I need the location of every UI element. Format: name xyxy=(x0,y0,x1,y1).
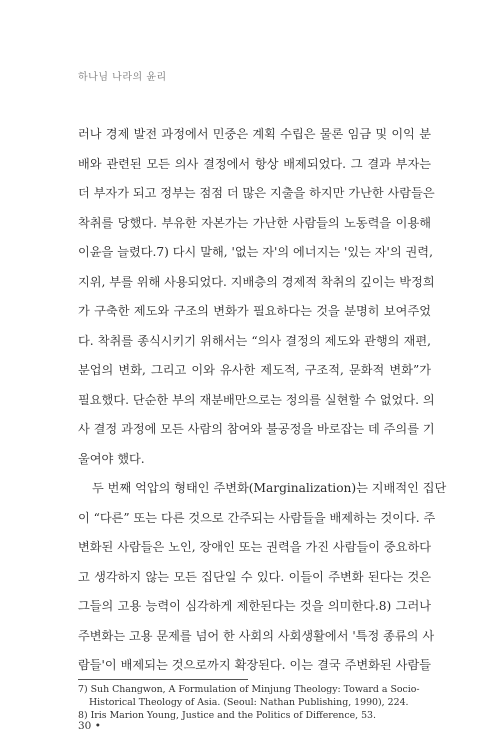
footnote-7-continuation: Historical Theology of Asia. (Seoul: Nathan Publishing, 1990), 224. xyxy=(89,697,409,708)
text-line: 그들의 고용 능력이 심각하게 제한된다는 것을 의미한다.8) 그러나 xyxy=(78,599,431,613)
footnote-divider xyxy=(78,679,248,680)
page-number: 30 • xyxy=(78,720,101,732)
text-line: 분업의 변화, 그리고 이와 유사한 제도적, 구조적, 문화적 변화”가 xyxy=(78,363,431,377)
text-line: 고 생각하지 않는 모든 집단일 수 있다. 이들이 주변화 된다는 것은 xyxy=(78,569,431,584)
text-line: 변화된 사람들은 노인, 장애인 또는 권력을 가진 사람들이 중요하다 xyxy=(78,540,431,554)
text-line: 러나 경제 발전 과정에서 민중은 계획 수립은 물론 임금 및 이익 분 xyxy=(78,127,431,141)
text-line: 가 구축한 제도와 구조의 변화가 필요하다는 것을 분명히 보여주었 xyxy=(78,304,431,318)
text-line: 더 부자가 되고 정부는 점점 더 많은 지출을 하지만 가난한 사람들은 xyxy=(78,186,435,200)
footnote-7: 7) Suh Changwon, A Formulation of Minjung Theology: Toward a Socio- xyxy=(78,684,420,695)
text-line: 필요했다. 단순한 부의 재분배만으로는 정의를 실현할 수 없었다. 의 xyxy=(78,392,435,407)
text-line: 두 번째 억압의 형태인 주변화(Marginalization)는 지배적인 집단 xyxy=(92,481,447,495)
body-text xyxy=(78,120,447,681)
text-line: 울여야 했다. xyxy=(78,451,145,466)
text-line: 이 “다른” 또는 다른 것으로 간주되는 사람들을 배제하는 것이다. 주 xyxy=(78,510,436,525)
text-line: 지위, 부를 위해 사용되었다. 지배층의 경제적 착취의 깊이는 박정희 xyxy=(78,274,435,289)
text-line: 착취를 당했다. 부유한 자본가는 가난한 사람들의 노동력을 이용해 xyxy=(78,215,431,230)
running-head: 하나님 나라의 윤리 xyxy=(78,72,167,83)
text-line: 이윤을 늘렸다.7) 다시 말해, '없는 자'의 에너지는 '있는 자'의 권력, xyxy=(78,245,433,259)
text-line: 람들'이 배제되는 것으로까지 확장된다. 이는 결국 주변화된 사람들 xyxy=(78,658,431,672)
text-line: 다. 착취를 종식시키기 위해서는 “의사 결정의 제도와 관행의 재편, xyxy=(78,333,431,348)
text-line: 사 결정 과정에 모든 사람의 참여와 불공정을 바로잡는 데 주의를 기 xyxy=(78,422,435,436)
footnote-8: 8) Iris Marion Young, Justice and the Politics of Difference, 53. xyxy=(78,710,376,721)
footnotes xyxy=(78,683,433,722)
text-line: 주변화는 고용 문제를 넘어 한 사회의 사회생활에서 '특정 종류의 사 xyxy=(78,628,435,643)
text-line: 배와 관련된 모든 의사 결정에서 항상 배제되었다. 그 결과 부자는 xyxy=(78,156,431,171)
